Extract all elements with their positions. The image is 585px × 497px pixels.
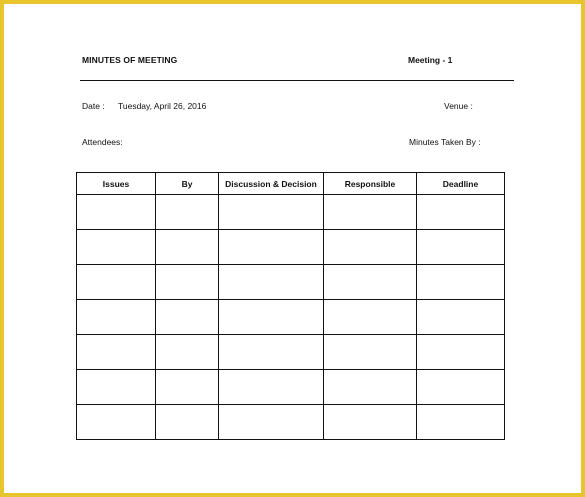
table-cell[interactable] [219,370,324,405]
table-cell[interactable] [324,195,417,230]
header-discussion-decision: Discussion & Decision [219,173,324,195]
table-cell[interactable] [219,335,324,370]
document-title: MINUTES OF MEETING [82,55,178,65]
table-row [77,370,505,405]
header-deadline: Deadline [417,173,505,195]
minutes-taken-label: Minutes Taken By : [409,137,481,147]
table-cell[interactable] [417,300,505,335]
minutes-table [76,172,505,440]
table-cell[interactable] [324,300,417,335]
header-by: By [156,173,219,195]
header-divider [80,80,514,81]
table-cell[interactable] [219,230,324,265]
table-cell[interactable] [219,265,324,300]
table-cell[interactable] [77,405,156,440]
date-label: Date : [82,101,105,111]
table-row [77,300,505,335]
table-cell[interactable] [156,370,219,405]
table-cell[interactable] [324,265,417,300]
table-cell[interactable] [324,370,417,405]
table-cell[interactable] [77,300,156,335]
attendees-label: Attendees: [82,137,123,147]
table-cell[interactable] [156,405,219,440]
table-cell[interactable] [324,230,417,265]
table-cell[interactable] [77,265,156,300]
table-cell[interactable] [219,195,324,230]
table-cell[interactable] [324,335,417,370]
table-cell[interactable] [77,370,156,405]
table-cell[interactable] [417,265,505,300]
table-row [77,335,505,370]
table-cell[interactable] [417,230,505,265]
table-cell[interactable] [219,300,324,335]
table-cell[interactable] [417,335,505,370]
table-cell[interactable] [77,335,156,370]
table-cell[interactable] [77,195,156,230]
table-cell[interactable] [156,335,219,370]
table-cell[interactable] [77,230,156,265]
table-cell[interactable] [417,405,505,440]
venue-label: Venue : [444,101,473,111]
header-issues: Issues [77,173,156,195]
table-cell[interactable] [156,195,219,230]
table-cell[interactable] [417,370,505,405]
table-row [77,230,505,265]
date-value: Tuesday, April 26, 2016 [118,101,207,111]
table-cell[interactable] [219,405,324,440]
table-cell[interactable] [156,265,219,300]
document-page [4,4,581,493]
table-row [77,195,505,230]
table-cell[interactable] [417,195,505,230]
header-responsible: Responsible [324,173,417,195]
table-cell[interactable] [156,230,219,265]
table-cell[interactable] [156,300,219,335]
table-header-row [77,173,505,195]
table-row [77,265,505,300]
table-cell[interactable] [324,405,417,440]
meeting-number: Meeting - 1 [408,55,453,65]
table-row [77,405,505,440]
